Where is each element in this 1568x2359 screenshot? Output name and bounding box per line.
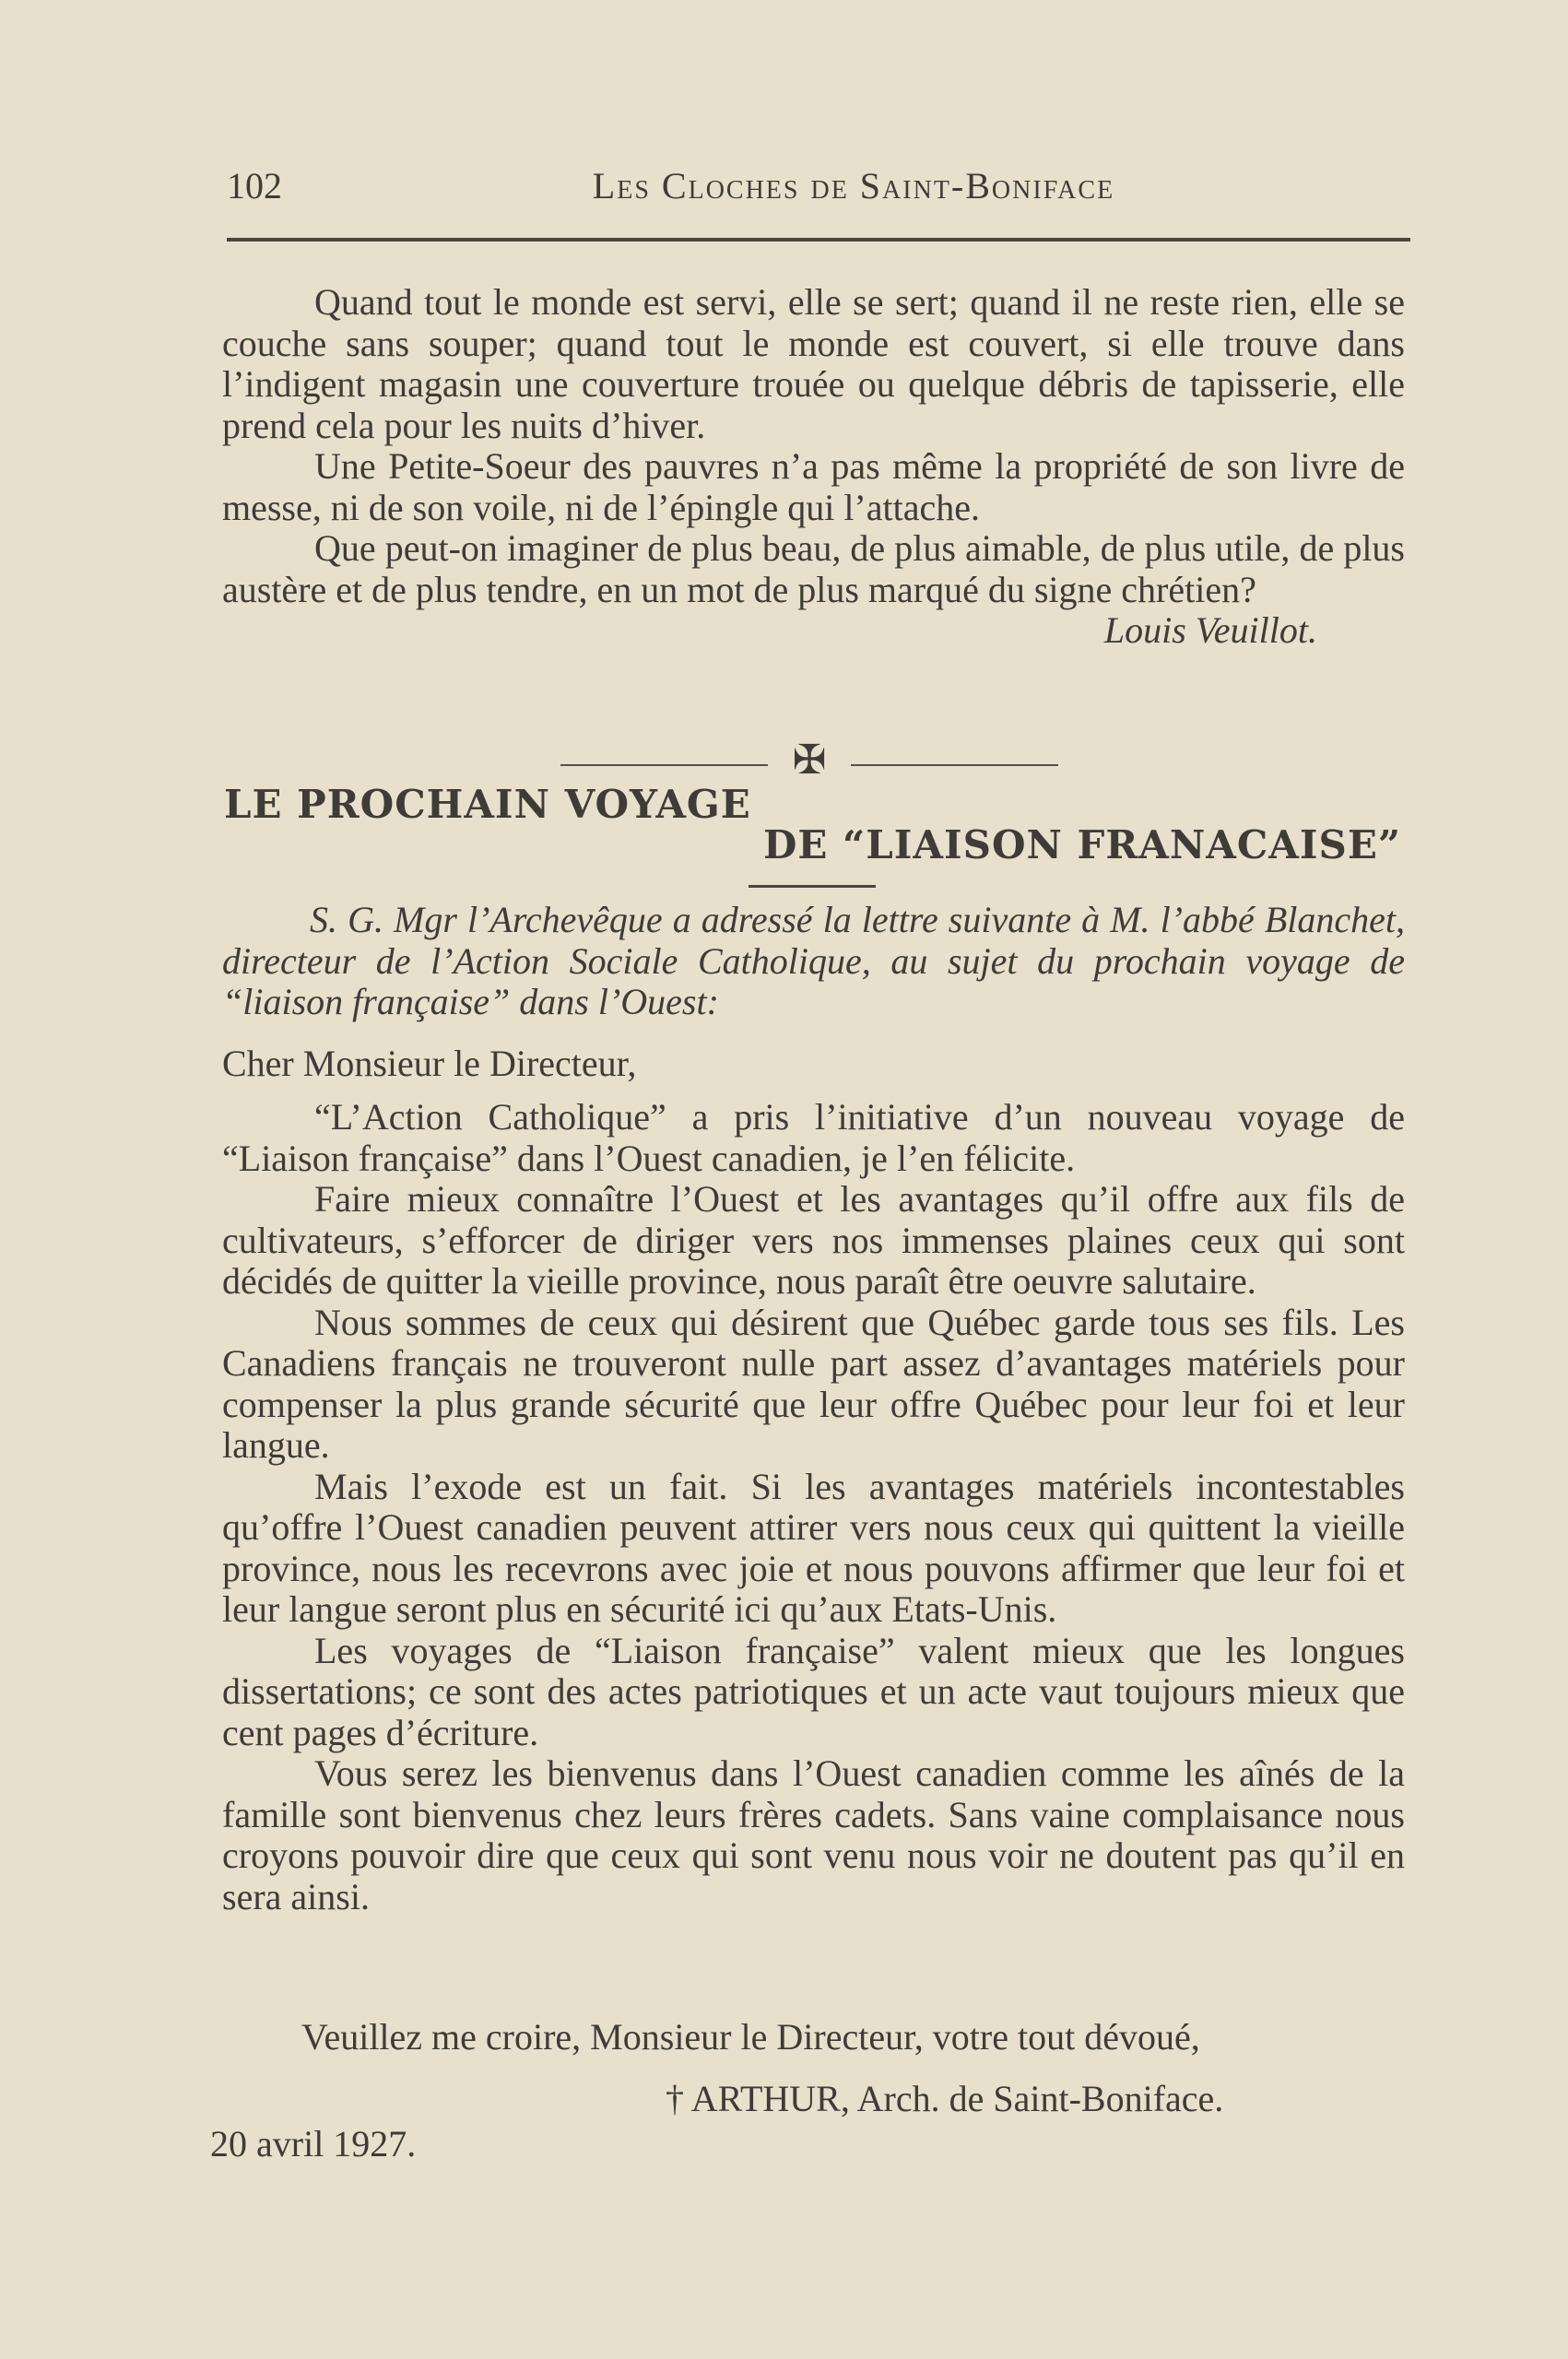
letter-salutation: Cher Monsieur le Directeur, — [222, 1043, 637, 1084]
title-rule — [749, 885, 876, 888]
paragraph: Mais l’exode est un fait. Si les avantages matériels incontestables qu’offre l’Ouest canadien peuvent attirer vers nous ceux qui quittent la vieille province, nous les recevrons avec joie et nous pouvons affirmer que leur foi et leur langue seront plus en sécurité ici qu’aux Etats-Unis. — [222, 1465, 1405, 1630]
paragraph: Faire mieux connaître l’Ouest et les avantages qu’il offre aux fils de cultivateurs, s’efforcer de diriger vers nos immenses plaines ceux qui sont décidés de quitter la vieille province, nous paraît être oeuvre salutaire. — [222, 1178, 1405, 1302]
letter-closing: Veuillez me croire, Monsieur le Directeur, votre tout dévoué, — [301, 2016, 1200, 2058]
section-ornament — [560, 737, 1058, 787]
letter-intro: S. G. Mgr l’Archevêque a adressé la lettre suivante à M. l’abbé Blanchet, directeur de l’Action Sociale Catholique, au sujet du prochain voyage de “liaison française” dans l’Ouest: — [222, 899, 1405, 1022]
paragraph: “L’Action Catholique” a pris l’initiative d’un nouveau voyage de “Liaison française” dans l’Ouest canadien, je l’en félicite. — [222, 1096, 1405, 1179]
cross-icon: ✠ — [792, 737, 827, 783]
article-title-line-1: LE PROCHAIN VOYAGE — [224, 782, 751, 827]
paragraph: Nous sommes de ceux qui désirent que Québec garde tous ses fils. Les Canadiens français ne trouveront nulle part assez d’avantages matériels pour compenser la plus grande sécurité que leur offre Québec pour leur foi et leur langue. — [222, 1301, 1405, 1466]
paragraph: Quand tout le monde est servi, elle se sert; quand il ne reste rien, elle se couche sans souper; quand tout le monde est couvert, si elle trouve dans l’indigent magasin une couverture trouée ou quelque débris de tapisserie, elle prend cela pour les nuits d’hiver. — [222, 281, 1405, 446]
letter-body — [222, 1097, 1405, 1917]
paragraph: Que peut-on imaginer de plus beau, de plus aimable, de plus utile, de plus austère et de plus tendre, en un mot de plus marqué du signe chrétien? — [222, 527, 1405, 610]
running-header — [227, 164, 1410, 212]
ornament-line-right — [851, 764, 1058, 766]
letter-signer: † ARTHUR, Arch. de Saint-Boniface. — [666, 2078, 1224, 2119]
paragraph: Les voyages de “Liaison française” valent mieux que les longues dissertations; ce sont des actes patriotiques et un acte vaut toujours mieux que cent pages d’écriture. — [222, 1629, 1405, 1753]
article-veuillot — [222, 282, 1405, 652]
running-title: Les Cloches de Saint-Boniface — [592, 165, 1115, 206]
paragraph: Une Petite-Soeur des pauvres n’a pas même la propriété de son livre de messe, ni de son voile, ni de l’épingle qui l’attache. — [222, 445, 1405, 528]
paragraph: Vous serez les bienvenus dans l’Ouest canadien comme les aînés de la famille sont bienvenus chez leurs frères cadets. Sans vaine complaisance nous croyons pouvoir dire que ceux qui sont venu nous voir ne doutent pas qu’il en sera ainsi. — [222, 1752, 1405, 1917]
author-signature: Louis Veuillot. — [1103, 609, 1317, 651]
page-number: 102 — [227, 165, 282, 206]
letter-date: 20 avril 1927. — [210, 2123, 417, 2164]
header-rule — [227, 238, 1410, 242]
article-title-line-2: DE “LIAISON FRANACAISE” — [762, 822, 1401, 867]
ornament-line-left — [560, 764, 768, 766]
